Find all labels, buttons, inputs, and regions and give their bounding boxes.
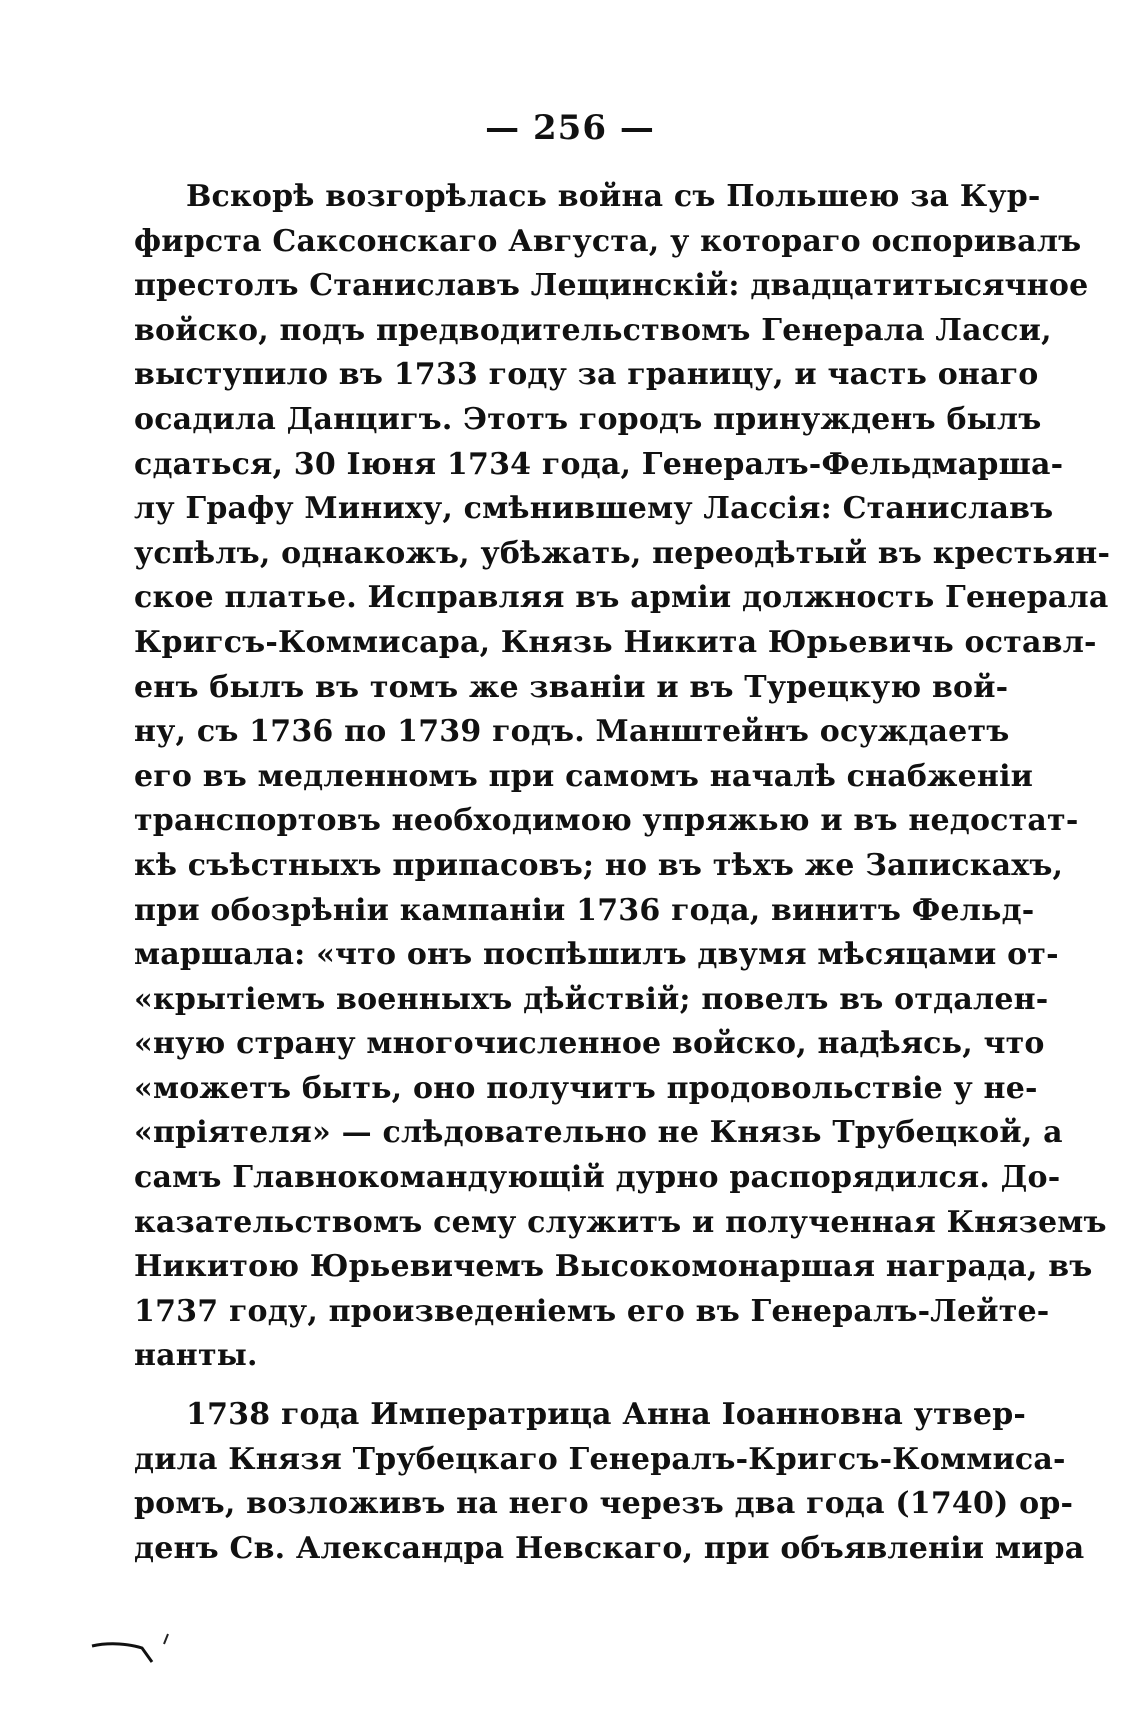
text-line: маршала: «что онъ поспѣшилъ двумя мѣсяцами от- <box>134 937 1059 973</box>
text-line: «пріятеля» — слѣдовательно не Князь Трубецкой, а <box>134 1115 1063 1151</box>
text-line: осадила Данцигъ. Этотъ городъ принужденъ былъ <box>134 401 1042 437</box>
text-line: дила Князя Трубецкаго Генералъ-Кригсъ-Коммиса- <box>134 1441 1066 1477</box>
text-line: самъ Главнокомандующій дурно распорядился. До- <box>134 1160 1061 1196</box>
text-line: сдаться, 30 Іюня 1734 года, Генералъ-Фельдмарша- <box>134 446 1064 482</box>
text-line: казательствомъ сему служитъ и полученная Княземъ <box>134 1204 1107 1240</box>
text-line: фирста Саксонскаго Августа, у котораго оспоривалъ <box>134 223 1082 259</box>
page-number: — 256 — <box>485 108 655 148</box>
text-line: Вскорѣ возгорѣлась война съ Польшею за Кур- <box>186 179 1041 214</box>
text-line: енъ былъ въ томъ же званіи и въ Турецкую вой- <box>134 669 1009 705</box>
pen-mark <box>90 1632 180 1672</box>
text-line: денъ Св. Александра Невскаго, при объявленіи мира <box>134 1530 1085 1566</box>
text-line: войско, подъ предводительствомъ Генерала Ласси, <box>134 312 1052 348</box>
text-line: Кригсъ-Коммисара, Князь Никита Юрьевичь оставл- <box>134 624 1097 660</box>
text-line: «можетъ быть, оно получитъ продовольствіе у не- <box>134 1070 1038 1106</box>
paragraph-1 <box>134 175 1111 1379</box>
paragraph-2 <box>134 1393 1085 1571</box>
text-line: 1737 году, произведеніемъ его въ Генералъ-Лейте- <box>134 1293 1050 1329</box>
text-line: «ную страну многочисленное войско, надѣясь, что <box>134 1026 1045 1062</box>
text-line: кѣ съѣстныхъ припасовъ; но въ тѣхъ же Запискахъ, <box>134 847 1064 883</box>
text-line: 1738 года Императрица Анна Іоанновна утвер- <box>186 1397 1027 1433</box>
text-line: ну, съ 1736 по 1739 годъ. Манштейнъ осуждаетъ <box>134 714 1010 750</box>
text-line: при обозрѣніи кампаніи 1736 года, винитъ Фельд- <box>134 892 1035 928</box>
text-line: нанты. <box>134 1338 258 1374</box>
text-line: Никитою Юрьевичемъ Высокомонаршая награда, въ <box>134 1249 1093 1285</box>
text-line: лу Графу Миниху, смѣнившему Лассія: Станиславъ <box>134 491 1054 527</box>
text-line: ское платье. Исправляя въ арміи должность Генерала <box>134 580 1109 616</box>
text-line: транспортовъ необходимою упряжью и въ недостат- <box>134 803 1079 839</box>
text-line: престолъ Станиславъ Лещинскій: двадцатитысячное <box>134 268 1089 304</box>
text-line: успѣлъ, однакожъ, убѣжать, переодѣтый въ крестьян- <box>134 535 1111 571</box>
text-line: его въ медленномъ при самомъ началѣ снабженіи <box>134 758 1034 794</box>
text-line: ромъ, возложивъ на него черезъ два года (1740) ор- <box>134 1486 1074 1522</box>
text-line: выступило въ 1733 году за границу, и часть онаго <box>134 357 1039 393</box>
text-line: «крытіемъ военныхъ дѣйствій; повелъ въ отдален- <box>134 981 1049 1017</box>
body-text <box>134 175 1111 1571</box>
